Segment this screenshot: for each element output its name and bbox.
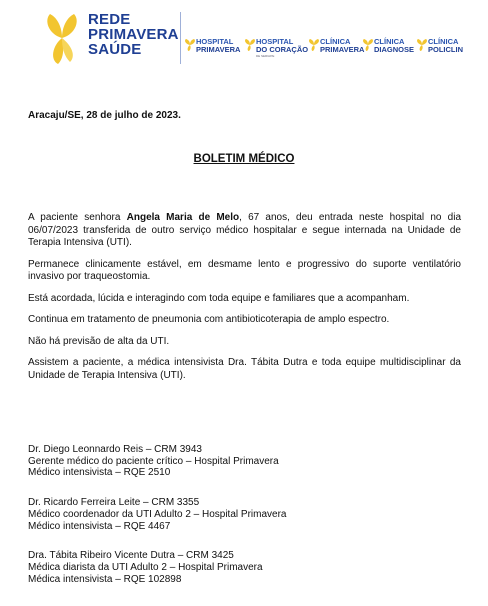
- sublogo-line-1: HOSPITAL: [256, 37, 294, 46]
- flower-icon: [416, 38, 428, 52]
- flower-icon: [184, 38, 196, 52]
- paragraph-awareness: Está acordada, lúcida e interagindo com toda equipe e familiares que a acompanham.: [28, 292, 410, 304]
- signature-specialty: Médica intensivista – RQE 102898: [28, 573, 182, 585]
- document-title: BOLETIM MÉDICO: [193, 153, 295, 165]
- paragraph-status: Permanece clinicamente estável, em desmame lento e progressivo do suporte ventilatório invasivo por traqueostomia.: [28, 258, 461, 282]
- paragraph-admission: [28, 212, 461, 250]
- sublogo-line-2: POLICLIN: [428, 45, 463, 54]
- flower-icon: [362, 38, 374, 52]
- p1-pre: A paciente senhora: [28, 212, 127, 223]
- signature-specialty: Médico intensivista – RQE 4467: [28, 520, 171, 532]
- signature-name: Dra. Tábita Ribeiro Vicente Dutra – CRM 3425: [28, 550, 234, 562]
- signature-block: [28, 497, 461, 532]
- p1-post: , 67 anos, deu entrada neste hospital no dia 06/07/2023 transferida de outro serviço médico hospitalar e segue internada na Unidade de Terapia Intensiva (UTI).: [28, 212, 462, 248]
- sublogo-line-1: CLÍNICA: [374, 37, 405, 46]
- signature-name: Dr. Diego Leonnardo Reis – CRM 3943: [28, 444, 202, 455]
- document-date: Aracaju/SE, 28 de julho de 2023.: [28, 110, 181, 121]
- sublogo-line-2: DO CORAÇÃO: [256, 45, 309, 54]
- signatures: [28, 444, 461, 603]
- signature-block: [28, 550, 461, 585]
- signature-specialty: Médico intensivista – RQE 2510: [28, 467, 171, 479]
- flower-icon: [244, 38, 256, 52]
- sublogo-line-1: CLÍNICA: [428, 37, 459, 46]
- brand-text: [88, 12, 179, 57]
- flower-icon: [308, 38, 320, 52]
- network-logos: [184, 36, 484, 66]
- sublogo-line-2: PRIMAVERA: [320, 45, 365, 54]
- signature-role: Médico coordenador da UTI Adulto 2 – Hospital Primavera: [28, 508, 287, 520]
- paragraph-care-team: Assistem a paciente, a médica intensivista Dra. Tábita Dutra e toda equipe multidisciplinar da Unidade de Terapia Intensiva (UTI).: [28, 357, 461, 381]
- paragraph-discharge: Não há previsão de alta da UTI.: [28, 335, 170, 347]
- brand-line-3: SAÚDE: [88, 41, 142, 58]
- sublogo-line-1: CLÍNICA: [320, 37, 351, 46]
- rede-primavera-logo: [42, 8, 182, 68]
- sublogo-line-2: PRIMAVERA: [196, 45, 241, 54]
- letterhead: [0, 0, 488, 80]
- sublogo-line-1: HOSPITAL: [196, 37, 234, 46]
- flower-icon: [42, 8, 82, 68]
- paragraph-treatment: Continua em tratamento de pneumonia com antibioticoterapia de amplo espectro.: [28, 314, 390, 325]
- sublogo-line-3: DE SERGIPE: [256, 54, 275, 58]
- header-divider: [180, 12, 181, 64]
- document-body: [28, 212, 461, 391]
- patient-name: Angela Maria de Melo: [126, 212, 240, 223]
- brand-line-1: REDE: [88, 11, 131, 28]
- signature-block: [28, 444, 461, 479]
- brand-line-2: PRIMAVERA: [88, 26, 179, 43]
- signature-role: Gerente médico do paciente crítico – Hospital Primavera: [28, 455, 279, 467]
- sublogo-line-2: DIAGNOSE: [374, 45, 415, 54]
- signature-name: Dr. Ricardo Ferreira Leite – CRM 3355: [28, 497, 200, 509]
- signature-role: Médica diarista da UTI Adulto 2 – Hospital Primavera: [28, 561, 263, 573]
